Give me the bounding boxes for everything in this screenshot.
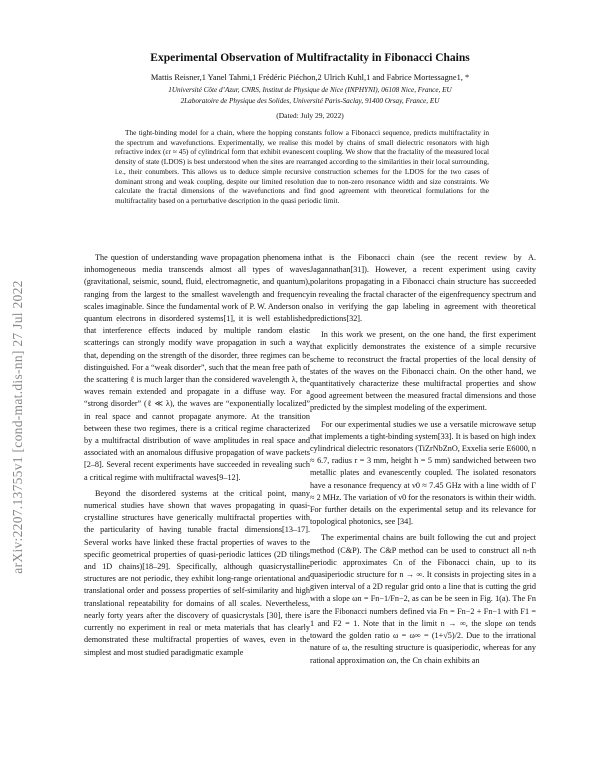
dated: (Dated: July 29, 2022)	[276, 111, 344, 120]
arxiv-sidebar	[6, 232, 30, 622]
authors: Mattis Reisner,1 Yanel Tahmi,1 Frédéric Piéchon,2 Ulrich Kuhl,1 and Fabrice Mortessagne1, *	[150, 73, 470, 82]
paragraph: The experimental chains are built following the cut and project method (C&P). The C&P method can be used to construct all n-th periodic approximates Cn of the Fibonacci chain, up to its quasiperiodic structure for n → ∞. It consists in projecting sites in a given interval of a 2D regular grid onto a line that is cutting the grid with a slope ωn = Fn−1/Fn−2, as can be be seen in Fig. 1(a). The Fn are the Fibonacci numbers defined via Fn = Fn−2 + Fn−1 with F1 = 1 and F2 = 1. Note that in the limit n → ∞, the slope ωn tends toward the golden ratio ω = ω∞ = (1+√5)/2. Due to the irrational nature of ω, the resulting structure is quasiperiodic, whereas for any rational approximation ωn, the Cn chain exhibits an	[310, 533, 536, 665]
paragraph: The question of understanding wave propagation phenomena in inhomogeneous media transcends almost all types of waves (gravitational, seismic, sound, fluid, electromagnetic, and quantum), ranging from the largest to the smallest wavelength and frequency scales imaginable. Since the fundamental work of P. W. Anderson on quantum electrons in disordered systems[1], it is well established that interference effects induced by multiple random elastic scatterings can strongly modify wave propagation in such a way that, depending on the strength of the disorder, three regimes can be distinguished. For a “weak disorder”, such that the mean free path of the scattering ℓ is much larger than the considered wavelength λ, the waves remain extended and propagate in a diffuse way. For a “strong disorder” (ℓ ≪ λ), the waves are “exponentially localized” in real space and cannot propagate anymore. At the transition between these two regimes, there is a critical regime characterized by a multifractal distribution of wave amplitudes in real space and associated with an anomalous diffusive propagation of wave packets [2–8]. Several recent experiments have succeeded in revealing such a critical regime with multifractal waves[9–12].	[84, 253, 310, 482]
paragraph: Beyond the disordered systems at the critical point, many numerical studies have shown that waves propagating in quasi-crystalline structures have generically multifractal properties with the particularity of having tunable fractal dimensions[13–17]. Several works have linked these fractal properties of waves to the specific geometrical properties of quasi-periodic lattices (2D tilings and 1D chains)[18–29]. Specifically, although quasicrystalline structures are not periodic, they exhibit long-range orientational and translational order and possess properties of self-similarity and high translational repeatability for domains of all scales. Nevertheless, nearly forty years after the discovery of quasicrystals [30], there is currently no experiment in real or meta materials that has clearly demonstrated these multifractal properties of waves, even in the simplest and most studied paradigmatic example	[84, 488, 310, 657]
abstract-text: The tight-binding model for a chain, where the hopping constants follow a Fibonacci sequence, predicts multifractality in the spectrum and wavefunctions. Experimentally, we realise this model by chains of small dielectric resonators with high refractive index (εr ≈ 45) of cylindrical form that exhibit evanescent coupling. We show that the fractality of the measured local density of state (LDOS) is best understood when the sites are rearranged according to the similarities in their local surrounding, i.e., their conumbers. This allows us to deduce simple recursive construction schemes for the LDOS for the two cases of dominant strong and weak coupling, despite our limited resolution due to non-zero resonance width and size constraints. We calculate the fractal dimensions of the wavefunctions and find good agreement with theoretical formulations for the multifractality based on a perturbative description in the quasi periodic limit.	[115, 128, 489, 205]
arxiv-id: arXiv:2207.13755v1 [cond-mat.dis-nn] 27 Jul 2022	[10, 280, 25, 574]
affiliation-2: 2Laboratoire de Physique des Solides, Université Paris-Saclay, 91400 Orsay, France, EU	[180, 97, 440, 105]
abstract	[115, 128, 489, 206]
paragraph: In this work we present, on the one hand, the first experiment that explicitly demonstrates the existence of a simple recursive scheme to reconstruct the fractal properties of the local density of states of the waves on the Fibonacci chain. On the other hand, we quantitatively characterize these multifractal properties and show good agreement between the measured fractal dimensions and those predicted by the simplest modeling of the experiment.	[310, 330, 536, 413]
paper-title: Experimental Observation of Multifractality in Fibonacci Chains	[150, 52, 470, 64]
affiliation-1: 1Université Côte d’Azur, CNRS, Institut de Physique de Nice (INPHYNI), 06108 Nice, France, EU	[168, 86, 452, 94]
right-column	[310, 252, 536, 667]
paragraph: that is the Fibonacci chain (see the recent review by A. Jagannathan[31]). However, a recent experiment using cavity polaritons propagating in a Fibonacci chain structure has succeeded in revealing the fractal character of the eigenfrequency spectrum and also in verifying the gap labeling in agreement with theoretical predictions[32].	[310, 253, 536, 324]
left-column	[84, 252, 310, 659]
paragraph: For our experimental studies we use a versatile microwave setup that implements a tight-binding system[33]. It is based on high index cylindrical dielectric resonators (TiZrNbZnO, Exxelia serie E6000, n ≈ 6.7, radius r = 3 mm, height h = 5 mm) sandwiched between two metallic plates and evanescently coupled. The isolated resonators have a resonance frequency at ν0 ≈ 7.45 GHz with a line width of Γ ≈ 2 MHz. The variation of ν0 for the resonators is within their width. For further details on the experimental setup and its relevance for topological photonics, see [34].	[310, 419, 536, 527]
